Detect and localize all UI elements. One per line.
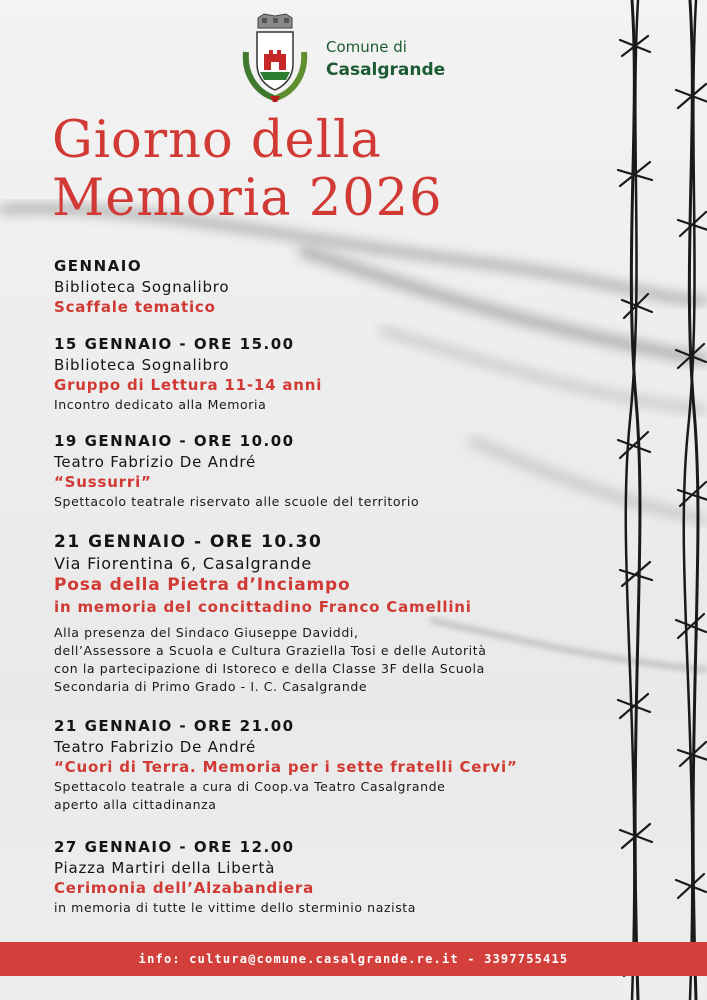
comune-name: Casalgrande (326, 60, 446, 80)
event-description: Spettacolo teatrale riservato alle scuole del territorio (54, 494, 420, 509)
title-line-2: Memoria 2026 (52, 169, 443, 228)
event-21-gennaio-mattina (54, 530, 614, 696)
event-gennaio (54, 256, 614, 318)
event-description: in memoria di tutte le vittime dello sterminio nazista (54, 900, 417, 915)
coat-of-arms-icon (240, 12, 310, 104)
event-name: “Sussurri” (54, 473, 152, 491)
event-place: Biblioteca Sognalibro (54, 278, 230, 296)
description-line: Spettacolo teatrale a cura di Coop.va Teatro Casalgrande (54, 779, 446, 794)
event-21-gennaio-sera (54, 716, 614, 814)
event-description: Incontro dedicato alla Memoria (54, 397, 267, 412)
event-date: 21 GENNAIO - ORE 10.30 (54, 532, 323, 552)
event-name: Posa della Pietra d’Inciampo (54, 575, 351, 595)
event-date: 19 GENNAIO - ORE 10.00 (54, 432, 295, 450)
event-name: “Cuori di Terra. Memoria per i sette fratelli Cervi” (54, 758, 518, 776)
description-line: Alla presenza del Sindaco Giuseppe Daviddi, (54, 625, 359, 640)
event-date: GENNAIO (54, 257, 143, 275)
event-description (54, 624, 614, 696)
description-line: con la partecipazione di Istoreco e della Classe 3F della Scuola (54, 661, 485, 676)
event-name: Cerimonia dell’Alzabandiera (54, 879, 315, 897)
page-title (52, 112, 443, 228)
event-date: 27 GENNAIO - ORE 12.00 (54, 838, 295, 856)
description-line: Secondaria di Primo Grado - I. C. Casalgrande (54, 679, 368, 694)
description-line: dell’Assessore a Scuola e Cultura Graziella Tosi e delle Autorità (54, 643, 487, 658)
event-place: Teatro Fabrizio De André (54, 738, 257, 756)
event-place: Piazza Martiri della Libertà (54, 859, 276, 877)
event-date: 15 GENNAIO - ORE 15.00 (54, 335, 295, 353)
event-27-gennaio (54, 837, 614, 917)
event-place: Via Fiorentina 6, Casalgrande (54, 554, 312, 573)
event-place: Biblioteca Sognalibro (54, 356, 230, 374)
description-line: aperto alla cittadinanza (54, 797, 217, 812)
event-place: Teatro Fabrizio De André (54, 453, 257, 471)
title-line-1: Giorno della (52, 111, 382, 170)
footer-bar (0, 942, 707, 976)
event-date: 21 GENNAIO - ORE 21.00 (54, 717, 295, 735)
event-description (54, 778, 614, 814)
event-name: Scaffale tematico (54, 298, 216, 316)
event-15-gennaio (54, 334, 614, 414)
footer-contact-info: info: cultura@comune.casalgrande.re.it - 3397755415 (138, 952, 569, 966)
event-subtitle: in memoria del concittadino Franco Camellini (54, 598, 472, 616)
event-name: Gruppo di Lettura 11-14 anni (54, 376, 323, 394)
event-19-gennaio (54, 431, 614, 511)
comune-label: Comune di (326, 38, 407, 56)
